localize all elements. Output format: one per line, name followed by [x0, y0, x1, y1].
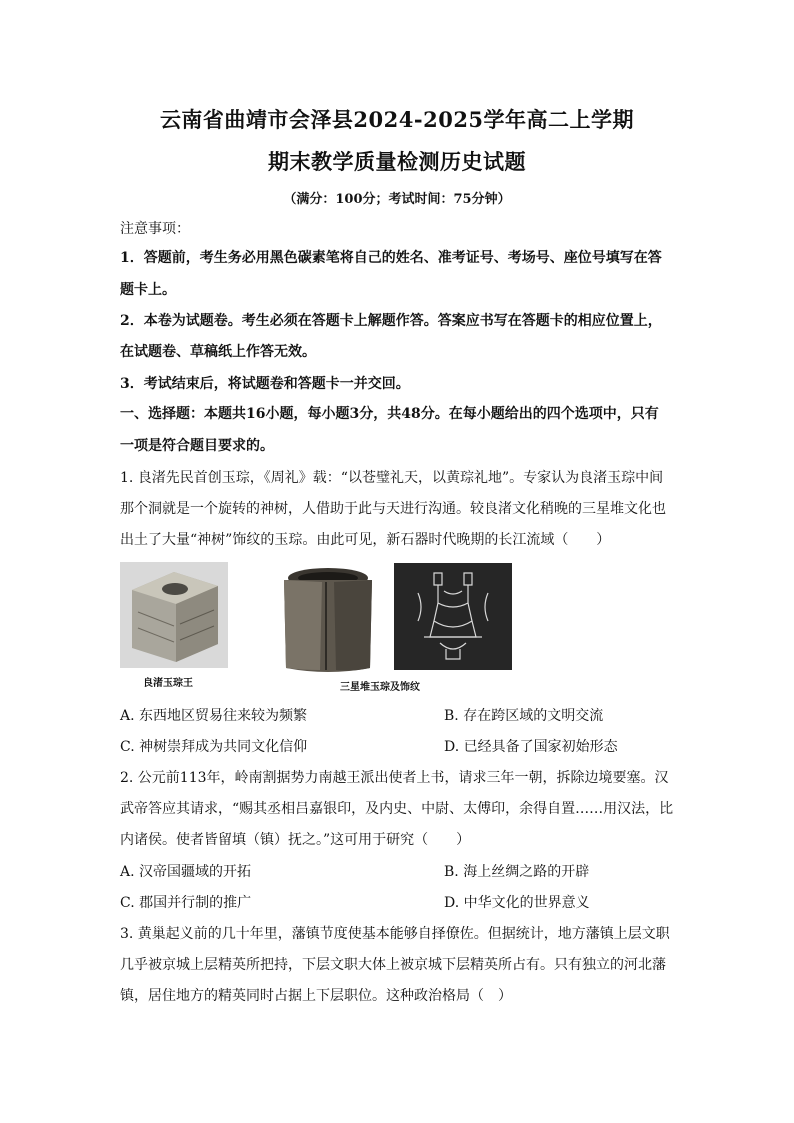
question-1-option-d: D. 已经具备了国家初始形态: [444, 739, 618, 755]
question-2-option-b: B. 海上丝绸之路的开辟: [444, 864, 590, 880]
question-2-line2: 武帝答应其请求，“赐其丞相吕嘉银印，及内史、中尉、太傅印，余得自置……用汉法，比: [120, 801, 674, 817]
liangzhu-jade-cong-image: [120, 562, 228, 668]
sanxingdui-jade-cong-drawing: [268, 564, 386, 676]
section-1-heading-line1: 一、选择题：本题共16小题，每小题3分，共48分。在每小题给出的四个选项中，只有: [120, 406, 659, 422]
caption-liangzhu-cong: 良渚玉琮王: [143, 678, 193, 689]
liangzhu-jade-cong-drawing: [120, 562, 228, 668]
exam-title-line1: 云南省曲靖市会泽县2024-2025学年高二上学期: [159, 107, 635, 132]
section-1-heading-line2: 一项是符合题目要求的。: [120, 438, 274, 454]
exam-title-line2: 期末教学质量检测历史试题: [268, 149, 526, 174]
question-1-line2: 那个洞就是一个旋转的神树，人借助于此与天进行沟通。较良渚文化稍晚的三星堆文化也: [120, 501, 666, 517]
sanxingdui-pattern-image: [394, 563, 512, 670]
question-1-line3: 出土了大量“神树”饰纹的玉琮。由此可见，新石器时代晚期的长江流域（ ）: [120, 532, 611, 548]
question-1-option-b: B. 存在跨区域的文明交流: [444, 708, 604, 724]
question-2-option-d: D. 中华文化的世界意义: [444, 895, 590, 911]
caption-sanxingdui-cong: 三星堆玉琮及饰纹: [340, 682, 420, 693]
question-3-line3: 镇，居住地方的精英同时占据上下层职位。这种政治格局（ ）: [120, 988, 512, 1004]
notice-item-2-line1: 2．本卷为试题卷。考生必须在答题卡上解题作答。答案应书写在答题卡的相应位置上，: [120, 313, 662, 329]
question-3-line1: 3. 黄巢起义前的几十年里，藩镇节度使基本能够自择僚佐。但据统计，地方藩镇上层文职: [120, 926, 670, 942]
notice-item-3: 3．考试结束后，将试题卷和答题卡一并交回。: [120, 376, 410, 392]
question-1-line1: 1. 良渚先民首创玉琮，《周礼》载：“以苍璧礼天，以黄琮礼地”。专家认为良渚玉琮中间: [120, 470, 664, 486]
notice-item-1-line1: 1．答题前，考生务必用黑色碳素笔将自己的姓名、准考证号、考场号、座位号填写在答: [120, 250, 662, 266]
notice-item-2-line2: 在试题卷、草稿纸上作答无效。: [120, 344, 316, 360]
sanxingdui-jade-cong-image: [268, 564, 386, 676]
question-2-line3: 内诸侯。使者皆留填（镇）抚之。”这可用于研究（ ）: [120, 832, 471, 848]
question-2-option-a: A. 汉帝国疆域的开拓: [120, 864, 252, 880]
question-2-option-c: C. 郡国并行制的推广: [120, 895, 252, 911]
sanxingdui-pattern-drawing: [394, 563, 512, 670]
notice-item-1-line2: 题卡上。: [120, 282, 176, 298]
question-1-option-a: A. 东西地区贸易往来较为频繁: [120, 708, 308, 724]
question-2-line1: 2. 公元前113年，岭南割据势力南越王派出使者上书，请求三年一朝，拆除边境要塞。汉: [120, 770, 669, 786]
question-3-line2: 几乎被京城上层精英所把持，下层文职大体上被京城下层精英所占有。只有独立的河北藩: [120, 957, 666, 973]
question-1-option-c: C. 神树崇拜成为共同文化信仰: [120, 739, 308, 755]
exam-subtitle: （满分：100分；考试时间：75分钟）: [283, 192, 511, 207]
notice-heading: 注意事项：: [120, 221, 190, 237]
